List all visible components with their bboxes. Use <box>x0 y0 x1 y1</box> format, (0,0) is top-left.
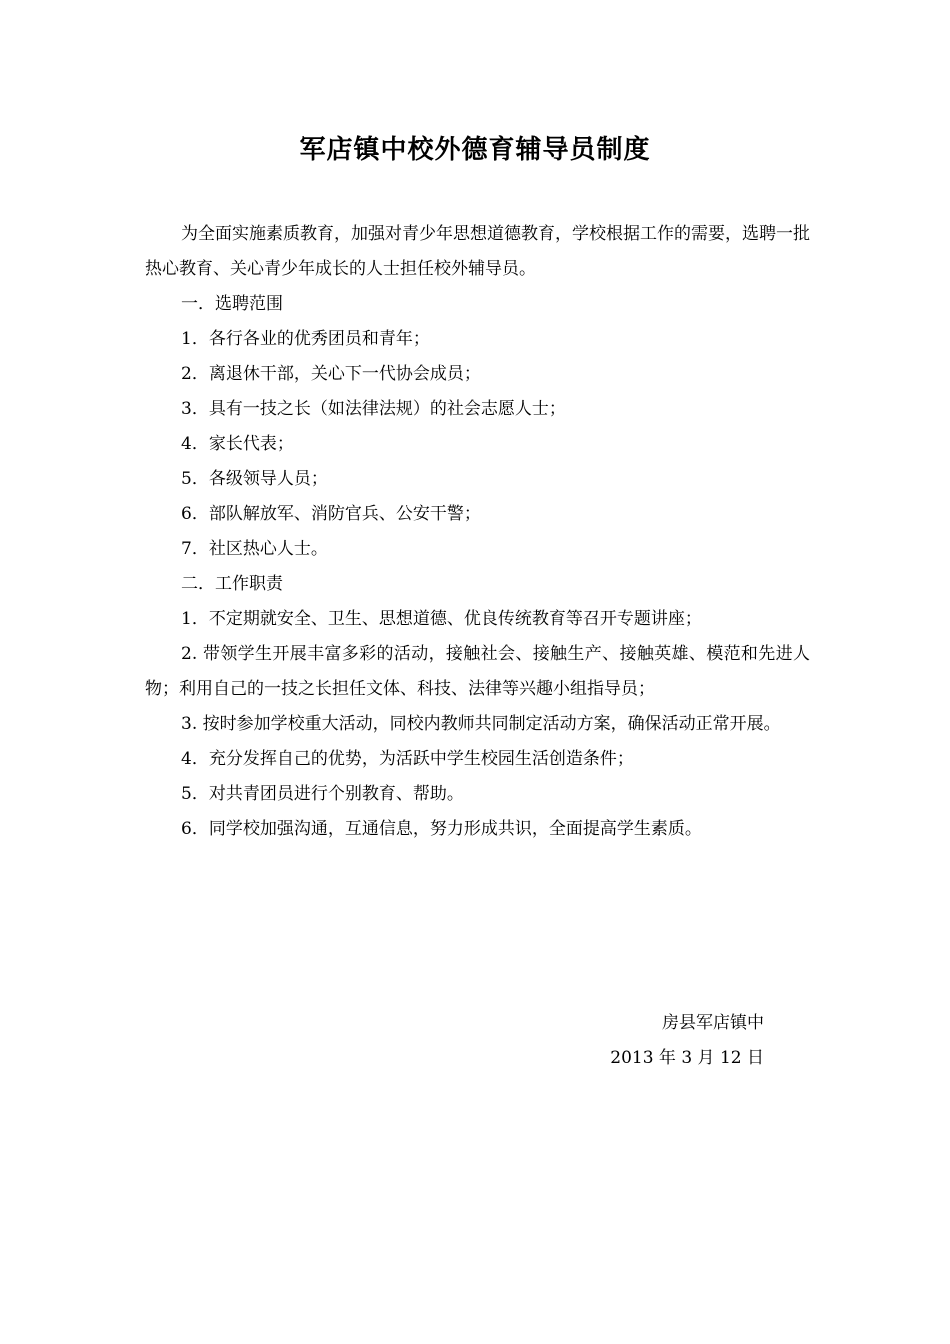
signature-block <box>610 1006 764 1076</box>
section2-item-3: 3. 按时参加学校重大活动，同校内教师共同制定活动方案，确保活动正常开展。 <box>181 714 781 734</box>
section2-item-5: 5．对共青团员进行个别教育、帮助。 <box>181 784 464 804</box>
section2-heading: 二．工作职责 <box>181 574 283 594</box>
section1-item-3: 3．具有一技之长（如法律法规）的社会志愿人士； <box>181 399 566 419</box>
intro-paragraph: 为全面实施素质教育，加强对青少年思想道德教育，学校根据工作的需要，选聘一批热心教育、关心青少年成长的人士担任校外辅导员。 <box>145 224 810 279</box>
document-body <box>145 217 810 847</box>
section2-item-4: 4．充分发挥自己的优势，为活跃中学生校园生活创造条件； <box>181 749 634 769</box>
section2-item-1: 1．不定期就安全、卫生、思想道德、优良传统教育等召开专题讲座； <box>181 609 702 629</box>
section1-item-1: 1．各行各业的优秀团员和青年； <box>181 329 430 349</box>
section1-item-2: 2．离退休干部，关心下一代协会成员； <box>181 364 481 384</box>
document-title: 军店镇中校外德育辅导员制度 <box>299 135 651 165</box>
section1-item-5: 5．各级领导人员； <box>181 469 328 489</box>
section1-item-4: 4．家长代表； <box>181 434 294 454</box>
section1-item-6: 6．部队解放军、消防官兵、公安干警； <box>181 504 481 524</box>
section1-item-7: 7．社区热心人士。 <box>181 539 328 559</box>
section2-item-6: 6．同学校加强沟通，互通信息，努力形成共识，全面提高学生素质。 <box>181 819 702 839</box>
section2-item-2: 2. 带领学生开展丰富多彩的活动，接触社会、接触生产、接触英雄、模范和先进人物；利用自己的一技之长担任文体、科技、法律等兴趣小组指导员； <box>145 644 810 699</box>
signature-date: 2013 年 3 月 12 日 <box>610 1048 764 1068</box>
signature-org: 房县军店镇中 <box>662 1013 764 1033</box>
section1-heading: 一．选聘范围 <box>181 294 283 314</box>
